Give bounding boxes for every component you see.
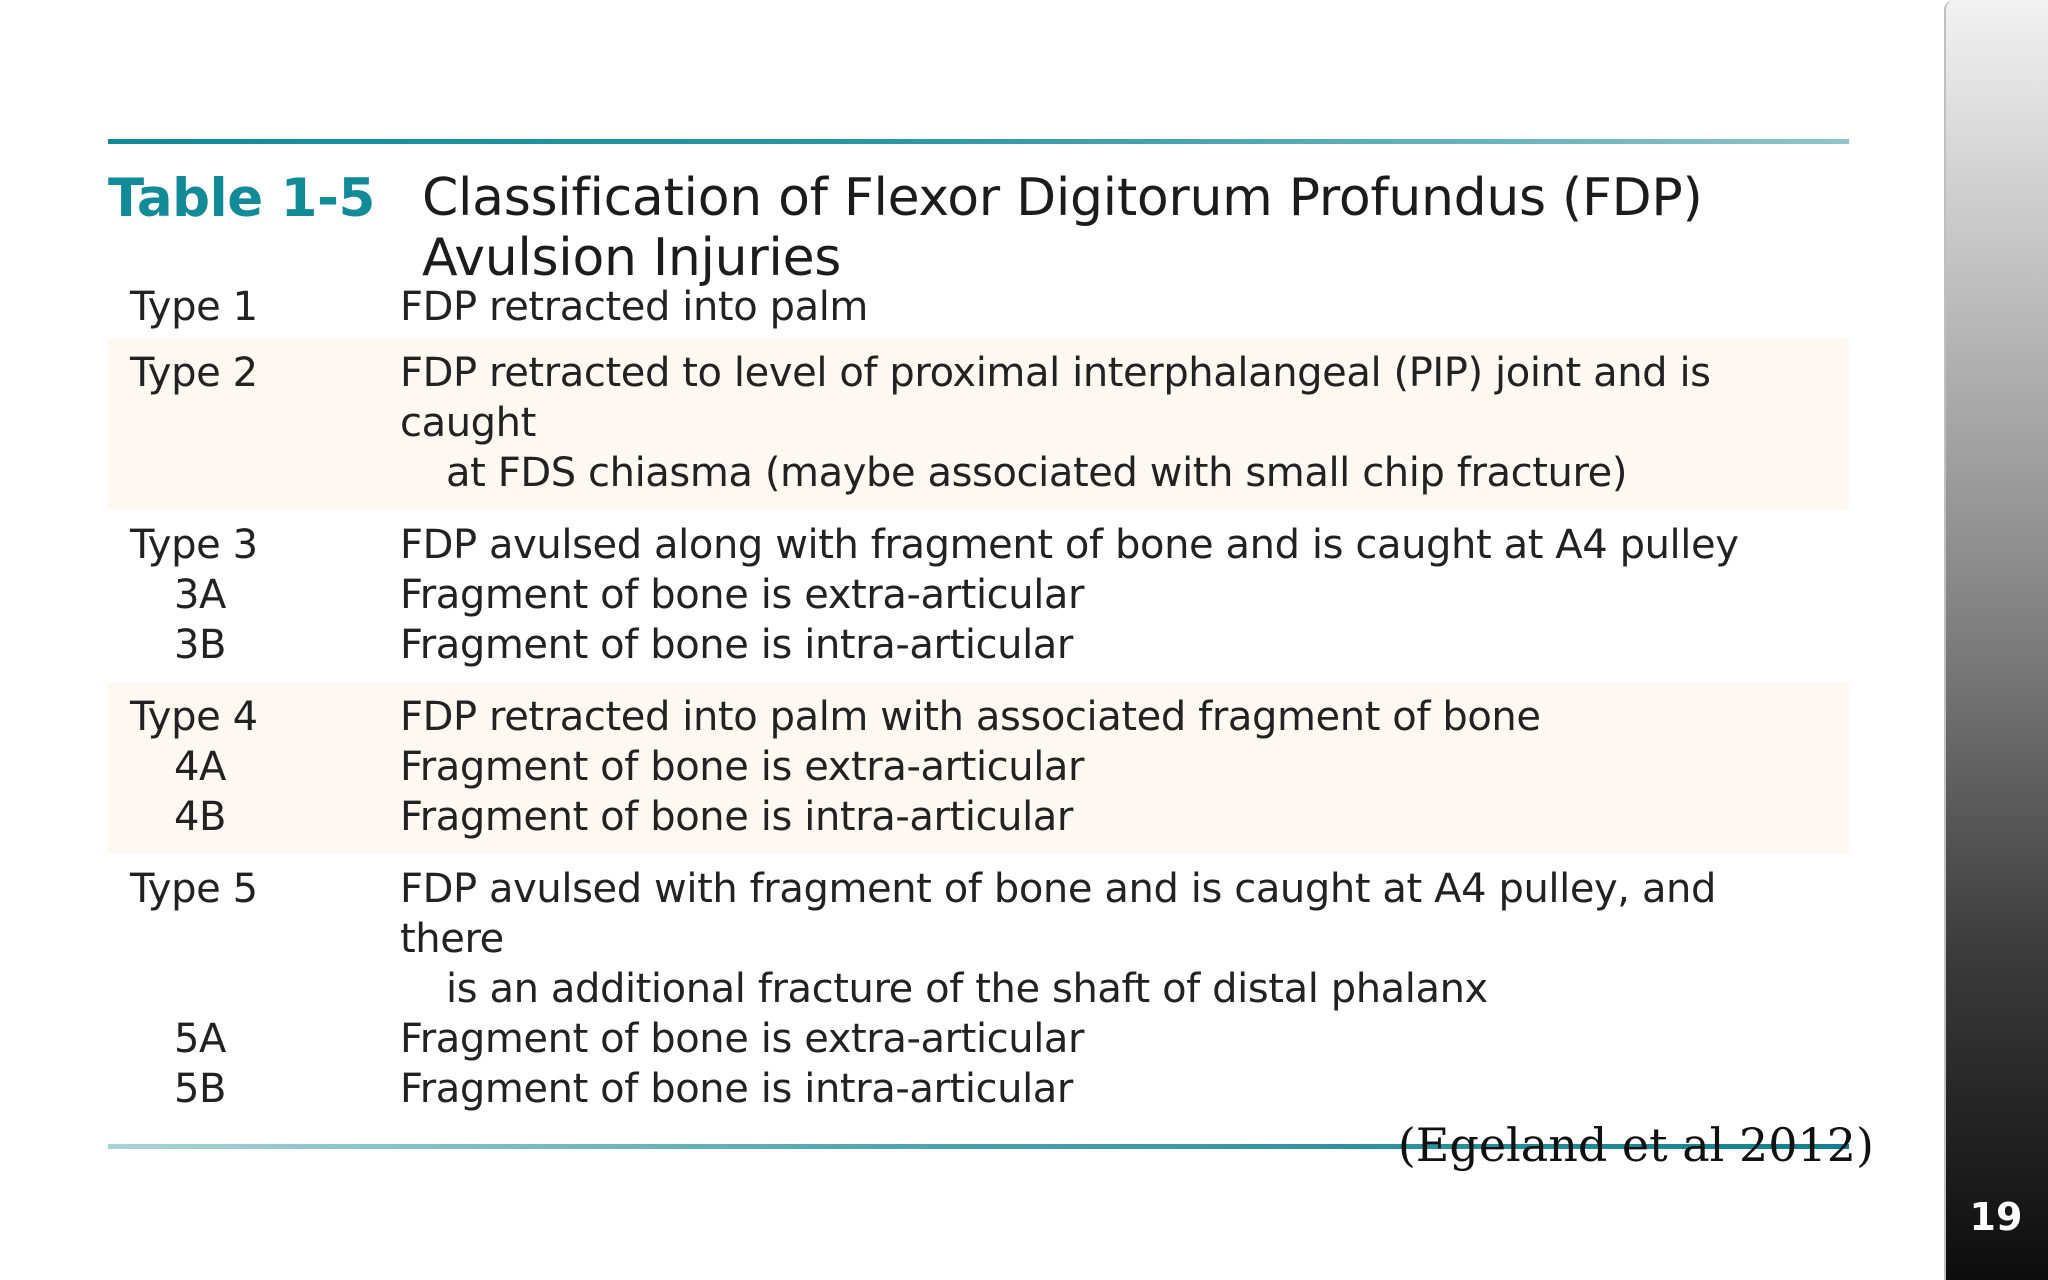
- type-4b-code: 4B: [174, 794, 227, 840]
- citation: (Egeland et al 2012): [1397, 1118, 1874, 1172]
- table-row-type-4: [108, 682, 1849, 854]
- table-title-row: [108, 144, 1849, 304]
- table-number: Table 1-5: [108, 168, 375, 229]
- type-5-desc-line-2: is an additional fracture of the shaft of distal phalanx: [446, 966, 1488, 1012]
- type-5-desc-line-1: FDP avulsed with fragment of bone and is caught at A4 pulley, and there: [400, 866, 1716, 962]
- slide-number: 19: [1969, 1195, 2023, 1239]
- table-row-type-5: [108, 854, 1849, 1144]
- table-row-type-2: [108, 338, 1849, 510]
- type-3a-code: 3A: [174, 572, 227, 618]
- type-2-line-2: [130, 448, 1827, 498]
- type-4-desc: FDP retracted into palm with associated fragment of bone: [400, 694, 1541, 740]
- type-2-desc-line-2: at FDS chiasma (maybe associated with small chip fracture): [446, 450, 1628, 496]
- type-5-line-2: [130, 964, 1827, 1014]
- type-5-code: Type 5: [130, 866, 258, 912]
- table-title-line-1: Classification of Flexor Digitorum Profundus (FDP): [422, 168, 1703, 228]
- type-2-code: Type 2: [130, 350, 258, 396]
- type-1-desc: FDP retracted into palm: [400, 284, 868, 330]
- type-3-desc: FDP avulsed along with fragment of bone and is caught at A4 pulley: [400, 522, 1739, 568]
- type-3-code: Type 3: [130, 522, 258, 568]
- type-4b-line: [130, 792, 1827, 842]
- table-row-type-3: [108, 510, 1849, 682]
- type-4-line: [130, 692, 1827, 742]
- table-title-line-2: Avulsion Injuries: [422, 228, 842, 288]
- type-5-line-1: [130, 864, 1827, 964]
- table-title: [422, 168, 1842, 288]
- type-3b-desc: Fragment of bone is intra-articular: [400, 622, 1073, 668]
- type-3b-line: [130, 620, 1827, 670]
- type-5a-desc: Fragment of bone is extra-articular: [400, 1016, 1085, 1062]
- type-4a-code: 4A: [174, 744, 227, 790]
- type-3a-desc: Fragment of bone is extra-articular: [400, 572, 1085, 618]
- type-5b-line: [130, 1064, 1827, 1114]
- classification-table: [108, 139, 1849, 1149]
- type-1-code: Type 1: [130, 284, 258, 330]
- type-4b-desc: Fragment of bone is intra-articular: [400, 794, 1073, 840]
- type-4a-line: [130, 742, 1827, 792]
- type-4a-desc: Fragment of bone is extra-articular: [400, 744, 1085, 790]
- type-5b-desc: Fragment of bone is intra-articular: [400, 1066, 1073, 1112]
- type-4-code: Type 4: [130, 694, 258, 740]
- type-3a-line: [130, 570, 1827, 620]
- type-3-line: [130, 520, 1827, 570]
- type-5a-line: [130, 1014, 1827, 1064]
- type-2-desc-line-1: FDP retracted to level of proximal interphalangeal (PIP) joint and is caught: [400, 350, 1711, 446]
- type-3b-code: 3B: [174, 622, 227, 668]
- type-5b-code: 5B: [174, 1066, 227, 1112]
- type-5a-code: 5A: [174, 1016, 227, 1062]
- type-2-line-1: [130, 348, 1827, 448]
- slide-sidebar: [1944, 0, 2048, 1280]
